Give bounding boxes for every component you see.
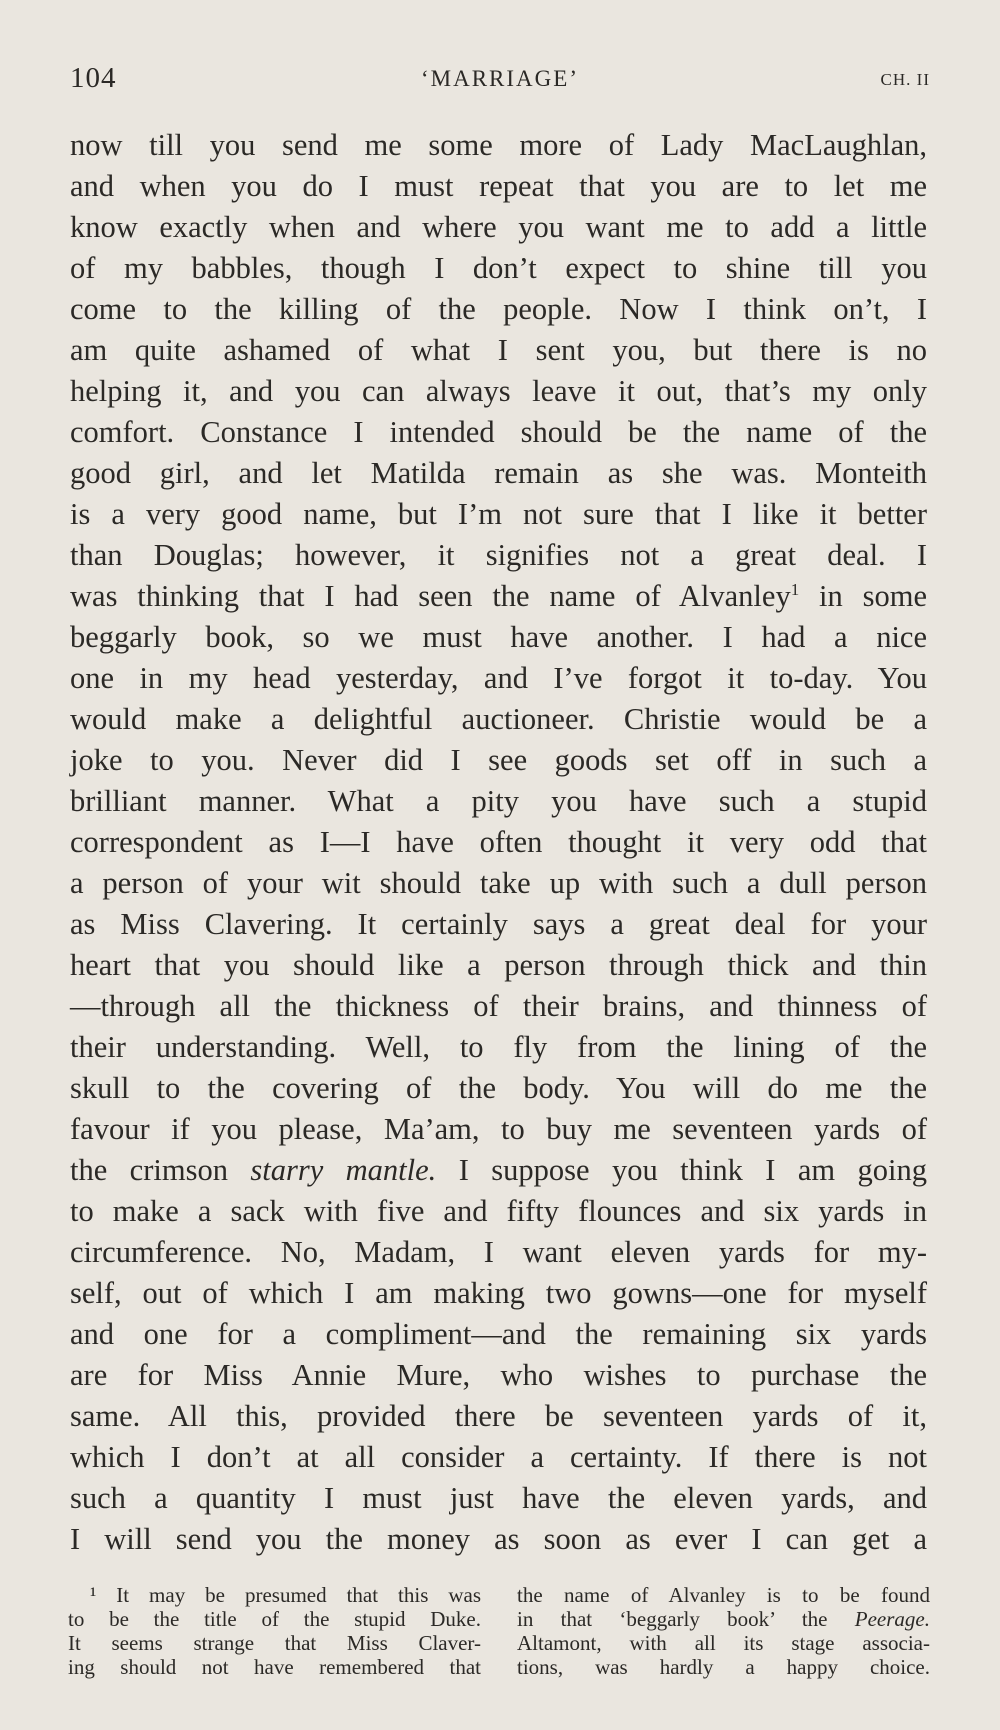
footnote-line: It seems strange that Miss Claver-	[68, 1631, 481, 1655]
text-line: now till you send me some more of Lady MacLaughlan,	[70, 128, 927, 162]
footnote-line: to be the title of the stupid Duke.	[68, 1607, 481, 1631]
footnote-right-column	[517, 1583, 930, 1679]
text-line: are for Miss Annie Mure, who wishes to purchase the	[70, 1358, 927, 1392]
text-line: such a quantity I must just have the eleven yards, and	[70, 1481, 927, 1515]
footnote-left-column	[68, 1583, 481, 1679]
footnotes	[68, 1583, 930, 1679]
text-line: know exactly when and where you want me to add a little	[70, 210, 927, 244]
text-line: and when you do I must repeat that you are to let me	[70, 169, 927, 203]
text-line: would make a delightful auctioneer. Christie would be a	[70, 702, 927, 736]
running-title: ‘MARRIAGE’	[421, 66, 579, 91]
text-line: to make a sack with five and fifty flounces and six yards in	[70, 1194, 927, 1228]
text-line: and one for a compliment—and the remaining six yards	[70, 1317, 927, 1351]
text-line: which I don’t at all consider a certainty. If there is not	[70, 1440, 927, 1474]
text-line: same. All this, provided there be seventeen yards of it,	[70, 1399, 927, 1433]
text-line: joke to you. Never did I see goods set off in such a	[70, 743, 927, 777]
text-line: self, out of which I am making two gowns—one for myself	[70, 1276, 927, 1310]
text-line: comfort. Constance I intended should be the name of the	[70, 415, 927, 449]
footnote-line: in that ‘beggarly book’ the Peerage.	[517, 1607, 930, 1631]
text-line: am quite ashamed of what I sent you, but there is no	[70, 333, 927, 367]
text-line: come to the killing of the people. Now I think on’t, I	[70, 292, 927, 326]
text-line: skull to the covering of the body. You will do me the	[70, 1071, 927, 1105]
page-number: 104	[70, 62, 117, 94]
text-line: favour if you please, Ma’am, to buy me seventeen yards of	[70, 1112, 927, 1146]
italic-phrase: Peerage.	[854, 1607, 930, 1631]
text-line: their understanding. Well, to fly from the lining of the	[70, 1030, 927, 1064]
footnote-line: ¹ It may be presumed that this was	[90, 1583, 481, 1607]
text-line: beggarly book, so we must have another. I had a nice	[70, 620, 927, 654]
footnote-reference: 1	[790, 579, 800, 599]
text-line: of my babbles, though I don’t expect to shine till you	[70, 251, 927, 285]
footnote-line: the name of Alvanley is to be found	[517, 1583, 930, 1607]
italic-phrase: starry mantle.	[250, 1153, 437, 1187]
text-line: brilliant manner. What a pity you have such a stupid	[70, 784, 927, 818]
text-line: I will send you the money as soon as ever I can get a	[70, 1522, 927, 1556]
footnote-line: tions, was hardly a happy choice.	[517, 1655, 930, 1679]
text-line: as Miss Clavering. It certainly says a great deal for your	[70, 907, 927, 941]
text-line: correspondent as I—I have often thought it very odd that	[70, 825, 927, 859]
chapter-mark: CH. II	[880, 70, 930, 89]
text-line: is a very good name, but I’m not sure that I like it better	[70, 497, 927, 531]
footnote-line: ing should not have remembered that	[68, 1655, 481, 1679]
footnote-line: Altamont, with all its stage associa-	[517, 1631, 930, 1655]
running-header	[70, 62, 930, 102]
text-line: —through all the thickness of their brains, and thinness of	[70, 989, 927, 1023]
text-line: the crimson starry mantle. I suppose you think I am going	[70, 1153, 927, 1187]
text-line: one in my head yesterday, and I’ve forgot it to-day. You	[70, 661, 927, 695]
text-line: a person of your wit should take up with such a dull person	[70, 866, 927, 900]
text-line: helping it, and you can always leave it out, that’s my only	[70, 374, 927, 408]
text-line: good girl, and let Matilda remain as she was. Monteith	[70, 456, 927, 490]
text-line: than Douglas; however, it signifies not a great deal. I	[70, 538, 927, 572]
body-text	[70, 125, 927, 1560]
text-line: heart that you should like a person through thick and thin	[70, 948, 927, 982]
text-line: circumference. No, Madam, I want eleven yards for my-	[70, 1235, 927, 1269]
text-line: was thinking that I had seen the name of Alvanley$^1$ in some	[70, 579, 928, 613]
